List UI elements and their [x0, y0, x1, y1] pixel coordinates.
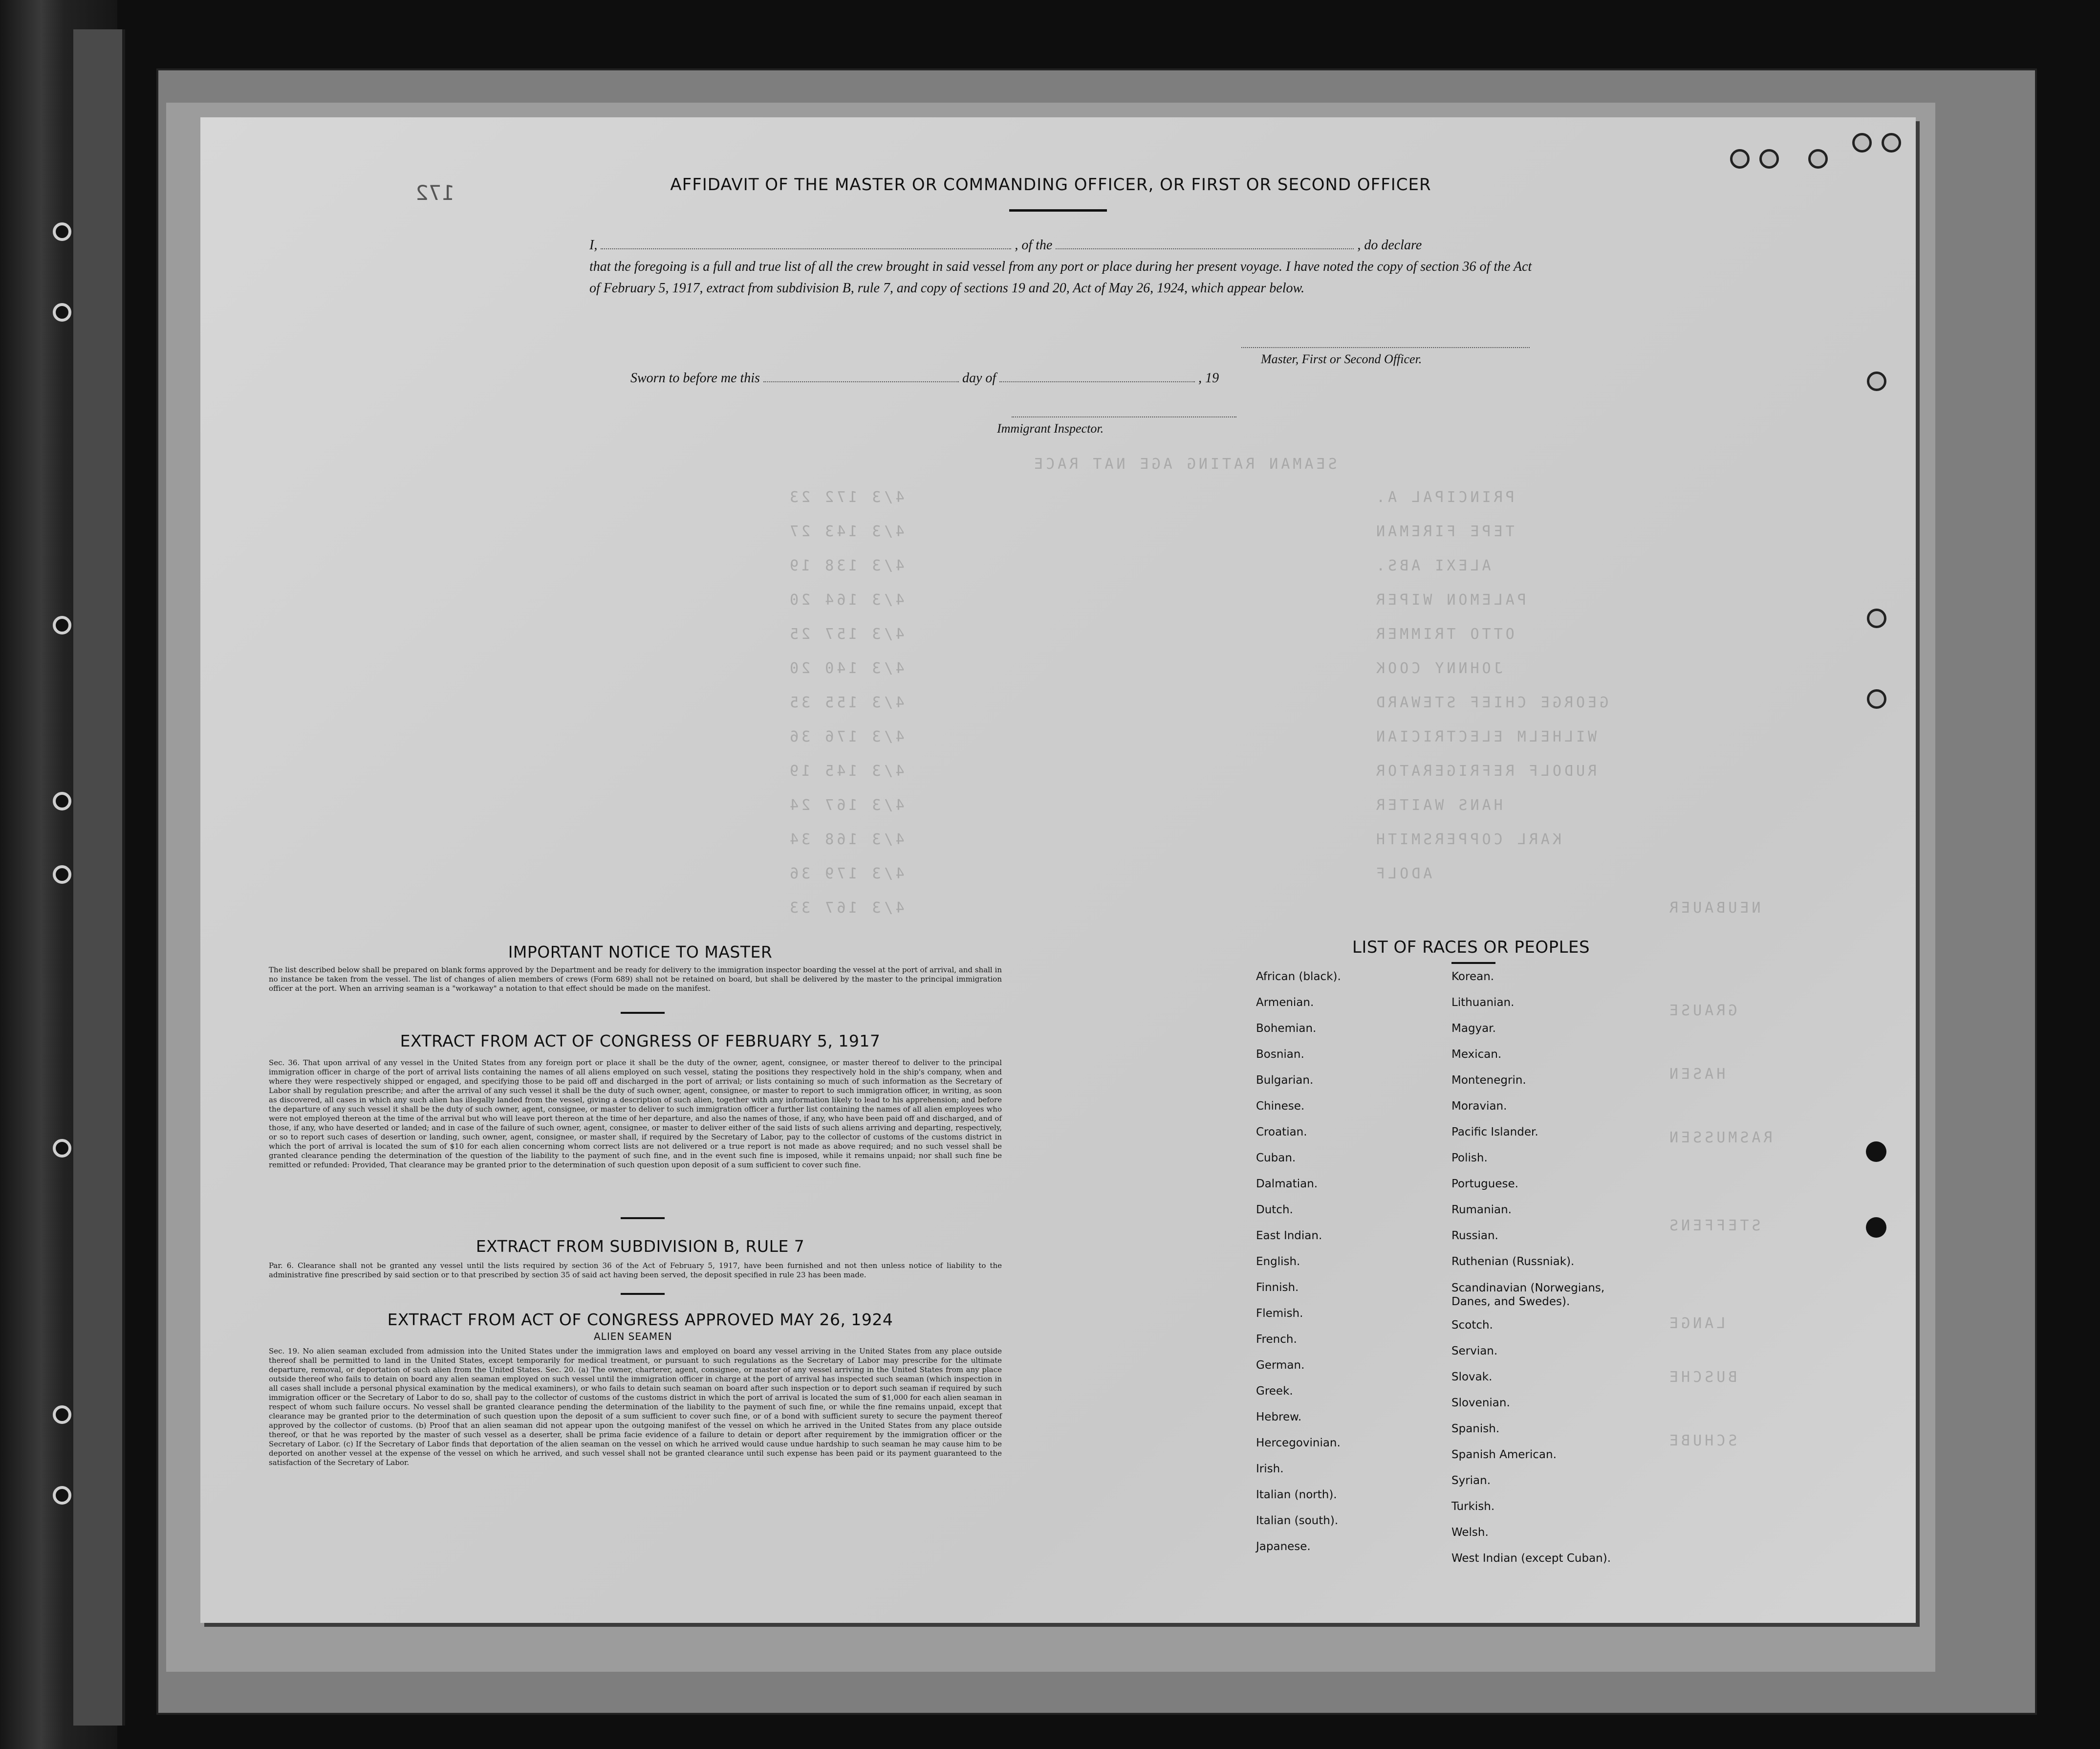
bleed-through-text: ADOLF: [1373, 865, 1432, 882]
margin-hole: [1730, 149, 1750, 169]
race-item: Bulgarian.: [1256, 1074, 1314, 1087]
binder-hole: [53, 616, 71, 634]
binder-hole: [53, 303, 71, 322]
race-item: Dutch.: [1256, 1203, 1293, 1216]
race-item: West Indian (except Cuban).: [1451, 1552, 1611, 1565]
affidavit-body: that the foregoing is a full and true list of all the crew brought in said vessel from any port or place during her present voyage. I have noted the copy of section 36 of the Act of February 5, 1917, extract from subdivision B, rule 7, and copy of sections 19 and 20, Act of May 26, 1924, which appear below.: [589, 259, 1532, 296]
section-rule: [621, 1293, 665, 1295]
sworn-day: day of: [962, 371, 996, 386]
race-item: Cuban.: [1256, 1152, 1296, 1164]
bleed-through-text: 4/3 140 20: [787, 660, 905, 677]
race-item: Croatian.: [1256, 1126, 1307, 1138]
affidavit-of-the: , of the: [1015, 238, 1053, 253]
race-item: French.: [1256, 1333, 1297, 1346]
bleed-through-text: 4/3 168 34: [787, 831, 905, 848]
section-rule: [621, 1012, 665, 1014]
binder-hole: [53, 1486, 71, 1505]
bleed-through-text: LANGE: [1667, 1315, 1726, 1332]
notice-body: The list described below shall be prepared on blank forms approved by the Department and be ready for delivery to the immigration inspector boarding the vessel at the port of arrival, and shall in no instance be taken from the vessel. The list of changes of alien members of crews (Form 689) shall not be retained on board, but shall be delivered by the master to the principal immigration officer at the port. When an arriving seaman is a "workaway" a notation to that effect should be made on the manifest.: [269, 965, 1002, 993]
race-item: Russian.: [1451, 1229, 1498, 1242]
inspector-label: Immigrant Inspector.: [997, 421, 1104, 436]
bleed-through-text: SCHUBE: [1667, 1432, 1737, 1449]
extract-rule7-body: Par. 6. Clearance shall not be granted any vessel until the lists required by section 36 of the Act of February 5, 1917, have been furnished and not then unless notice of liability to the administrative fine prescribed by said section or to that prescribed by section 35 of said act having been served, the deposit specified in rule 23 has been made.: [269, 1261, 1002, 1279]
bleed-through-text: 4/3 143 27: [787, 523, 905, 540]
margin-hole: [1867, 609, 1886, 628]
extract-rule7-title: EXTRACT FROM SUBDIVISION B, RULE 7: [476, 1237, 805, 1256]
race-item: Ruthenian (Russniak).: [1451, 1255, 1575, 1268]
race-item: Syrian.: [1451, 1474, 1491, 1487]
page-number: 172: [415, 181, 455, 205]
bleed-through-text: 4/3 164 20: [787, 591, 905, 609]
race-item: Slovenian.: [1451, 1397, 1510, 1409]
document-page: [200, 117, 1916, 1623]
race-item: Turkish.: [1451, 1500, 1495, 1513]
binder-hole: [53, 222, 71, 241]
title-rule: [1009, 209, 1107, 212]
bleed-through-text: WILHELM ELECTRICIAN: [1373, 728, 1597, 745]
race-item: Armenian.: [1256, 996, 1314, 1009]
race-item: Irish.: [1256, 1463, 1284, 1475]
bleed-through-text: PALEMON WIPER: [1373, 591, 1526, 609]
notice-title: IMPORTANT NOTICE TO MASTER: [508, 942, 773, 962]
bleed-through-text: GEORGE CHIEF STEWARD: [1373, 694, 1609, 711]
race-item: Polish.: [1451, 1152, 1488, 1164]
race-item: Flemish.: [1256, 1307, 1303, 1320]
bleed-through-text: OTTO TRIMMER: [1373, 626, 1515, 643]
margin-hole: [1852, 133, 1872, 153]
race-item: Portuguese.: [1451, 1178, 1518, 1190]
sworn-prefix: Sworn to before me this: [630, 371, 760, 386]
signature-line: [1241, 347, 1530, 348]
sworn-year: , 19: [1198, 371, 1219, 386]
race-item: Scotch.: [1451, 1319, 1493, 1332]
affidavit-declare: , do declare: [1357, 238, 1422, 253]
bleed-through-text: RASMUSSEN: [1667, 1129, 1773, 1146]
race-item: Spanish American.: [1451, 1448, 1557, 1461]
bleed-through-text: PRINCIPAL A.: [1373, 489, 1515, 506]
alien-seamen-subtitle: ALIEN SEAMEN: [594, 1331, 672, 1342]
vessel-blank: [1056, 248, 1354, 249]
name-blank: [601, 248, 1011, 249]
bleed-through-text: 4/3 157 25: [787, 626, 905, 643]
race-item: Moravian.: [1451, 1100, 1507, 1113]
binder-hole: [53, 865, 71, 884]
extract-1924-body: Sec. 19. No alien seaman excluded from admission into the United States under the immigration laws and employed on board any vessel arriving in the United States from any place outside thereof shall be permitted to land in the United States, except temporarily for medical treatment, or pursuant to such regulations as the Secretary of Labor may prescribe for the ultimate departure, removal, or deportation of such alien from the United States. Sec. 20. (a) The owner, charterer, agent, consignee, or master of any vessel arriving in the United States from any place outside thereof who fails to detain on board any alien seaman employed on such vessel until the immigration officer in charge at the port of arrival has inspected such seaman (which inspection in all cases shall include a personal physical examination by the medical examiners), or who fails to detain such seaman on board after such inspection or to deport such seaman if required by such immigration officer or the Secretary of Labor to do so, shall pay to the collector of customs of the customs district in which the port of arrival is located the sum of $1,000 for each alien seaman in respect of whom such failure occurs. No vessel shall be granted clearance pending the determination of the liability to the payment of such fine, or while the fine remains unpaid, except that clearance may be granted prior to the determination of such question upon the deposit of a sum sufficient to cover such fine, or of a bond with sufficient surety to secure the payment thereof approved by the collector of customs. (b) Proof that an alien seaman did not appear upon the outgoing manifest of the vessel on which he arrived in the United States from any place outside thereof, or that he was reported by the master of such vessel as a deserter, shall be prima facie evidence of a failure to detain or deport after requirement by the immigration officer or the Secretary of Labor. (c) If the Secretary of Labor finds that deportation of the alien seaman on the vessel on which he arrived would cause undue hardship to such seaman he may cause him to be deported on another vessel at the expense of the vessel on which he arrived, and such vessel shall not be granted clearance until such expense has been paid or its payment guaranteed to the satisfaction of the Secretary of Labor.: [269, 1347, 1002, 1467]
extract-1924-title: EXTRACT FROM ACT OF CONGRESS APPROVED MAY 26, 1924: [387, 1310, 893, 1329]
binder-hole: [53, 792, 71, 810]
bleed-through-text: 4/3 179 36: [787, 865, 905, 882]
race-item: Finnish.: [1256, 1281, 1299, 1294]
affidavit-text: [589, 235, 1537, 299]
month-blank: [999, 381, 1195, 382]
margin-stain: [1866, 1141, 1886, 1162]
margin-hole: [1759, 149, 1779, 169]
extract-1917-body: Sec. 36. That upon arrival of any vessel in the United States from any foreign port or place it shall be the duty of the owner, agent, consignee, or master thereof to deliver to the principal immigration officer in charge of the port of arrival lists containing the names of all aliens employed on such vessel, stating the positions they respectively hold in the ship's company, when and where they were respectively shipped or engaged, and specifying those to be paid off and discharged in the port of arrival; or lists containing so much of such information as the Secretary of Labor shall by regulation prescribe; and after the arrival of any such vessel it shall be the duty of such owner, agent, consignee, or master to report to such immigration officer, in writing, as soon as discovered, all cases in which any such alien has illegally landed from the vessel, giving a description of such alien, together with any information likely to lead to his apprehension; and before the departure of any such vessel it shall be the duty of such owner, agent, consignee, or master to deliver to such immigration officer a further list containing the names of all alien employees who were not employed thereon at the time of the arrival but who will leave port thereon at the time of her departure, and also the names of those, if any, who have been paid off and discharged, and of those, if any, who have deserted or landed; and in case of the failure of such owner, agent, consignee, or master to deliver either of the said lists of such aliens arriving and departing, respectively, or so to report such cases of desertion or landing, such owner, agent, consignee, or master shall, if required by the Secretary of Labor, pay to the collector of customs of the customs district in which the port of arrival is located the sum of $10 for each alien concerning whom correct lists are not delivered or a true report is not made as above required; and no such vessel shall be granted clearance pending the determination of the question of the liability to the payment of such fine, and in the event such fine is imposed, while it remains unpaid; nor shall such fine be remitted or refunded: Provided, That clearance may be granted prior to the determination of such question upon deposit of a sum sufficient to cover such fine.: [269, 1058, 1002, 1169]
bleed-through-text: RUDOLF REFRIGERATOR: [1373, 763, 1597, 780]
race-item: Greek.: [1256, 1385, 1293, 1398]
race-item: Japanese.: [1256, 1540, 1311, 1553]
binder-hole: [53, 1405, 71, 1424]
bleed-through-text: JOHNNY COOK: [1373, 660, 1503, 677]
bleed-through-text: TEPE FIREMAN: [1373, 523, 1515, 540]
sworn-line: [630, 371, 1219, 386]
race-item: Korean.: [1451, 970, 1494, 983]
race-item: Scandinavian (Norwegians, Danes, and Swedes).: [1451, 1282, 1605, 1308]
race-item: Lithuanian.: [1451, 996, 1515, 1009]
race-item: Bohemian.: [1256, 1022, 1317, 1035]
race-item: English.: [1256, 1255, 1300, 1268]
races-rule: [1451, 962, 1495, 964]
affidavit-i: I,: [589, 238, 598, 253]
races-title: LIST OF RACES OR PEOPLES: [1352, 938, 1590, 957]
margin-hole: [1867, 372, 1886, 391]
race-item: Mexican.: [1451, 1048, 1502, 1061]
race-item: Spanish.: [1451, 1422, 1500, 1435]
margin-hole: [1808, 149, 1828, 169]
bleed-through-text: GRAUSE: [1667, 1002, 1737, 1019]
affidavit-title: AFFIDAVIT OF THE MASTER OR COMMANDING OFFICER, OR FIRST OR SECOND OFFICER: [670, 175, 1431, 195]
race-item: Rumanian.: [1451, 1203, 1512, 1216]
race-item: Magyar.: [1451, 1022, 1496, 1035]
extract-1917-title: EXTRACT FROM ACT OF CONGRESS OF FEBRUARY 5, 1917: [400, 1031, 881, 1050]
race-item: African (black).: [1256, 970, 1341, 983]
race-item: Hercegovinian.: [1256, 1437, 1341, 1449]
race-item: Italian (south).: [1256, 1514, 1339, 1527]
bleed-through-text: SEAMAN RATING AGE NAT RACE: [1031, 456, 1337, 473]
race-item: Slovak.: [1451, 1371, 1493, 1383]
section-rule: [621, 1217, 665, 1219]
signature-label: Master, First or Second Officer.: [1261, 352, 1422, 366]
inspector-line: [1012, 416, 1236, 417]
bleed-through-text: 4/3 167 24: [787, 797, 905, 814]
race-item: Bosnian.: [1256, 1048, 1304, 1061]
race-item: East Indian.: [1256, 1229, 1322, 1242]
bleed-through-text: BUSCHE: [1667, 1369, 1737, 1386]
bleed-through-text: HANS WAITER: [1373, 797, 1503, 814]
bleed-through-text: 4/3 167 33: [787, 899, 905, 917]
bleed-through-text: 4/3 176 36: [787, 728, 905, 745]
race-item: Pacific Islander.: [1451, 1126, 1538, 1138]
affidavit-first-line: [589, 235, 1537, 256]
margin-stain: [1866, 1217, 1886, 1238]
race-item: Montenegrin.: [1451, 1074, 1526, 1087]
race-item: Dalmatian.: [1256, 1178, 1318, 1190]
bleed-through-text: 4/3 155 35: [787, 694, 905, 711]
bleed-through-text: 4/3 145 19: [787, 763, 905, 780]
bleed-through-text: 4/3 138 19: [787, 557, 905, 574]
race-item: Welsh.: [1451, 1526, 1489, 1539]
bleed-through-text: HASEN: [1667, 1066, 1726, 1083]
race-item: Chinese.: [1256, 1100, 1305, 1113]
race-item: Servian.: [1451, 1345, 1498, 1357]
binder-hole: [53, 1139, 71, 1158]
race-item: German.: [1256, 1359, 1305, 1372]
bleed-through-text: KARL COPPERSMITH: [1373, 831, 1561, 848]
binder-edge: [73, 29, 125, 1726]
race-item: Italian (north).: [1256, 1488, 1337, 1501]
margin-hole: [1882, 133, 1901, 153]
race-item: Hebrew.: [1256, 1411, 1302, 1423]
bleed-through-text: STEFFENS: [1667, 1217, 1761, 1234]
bleed-through-text: 4/3 172 23: [787, 489, 905, 506]
bleed-through-text: ALEXI ABS.: [1373, 557, 1491, 574]
margin-hole: [1867, 689, 1886, 709]
bleed-through-text: NEUBAUER: [1667, 899, 1761, 917]
day-blank: [763, 381, 959, 382]
